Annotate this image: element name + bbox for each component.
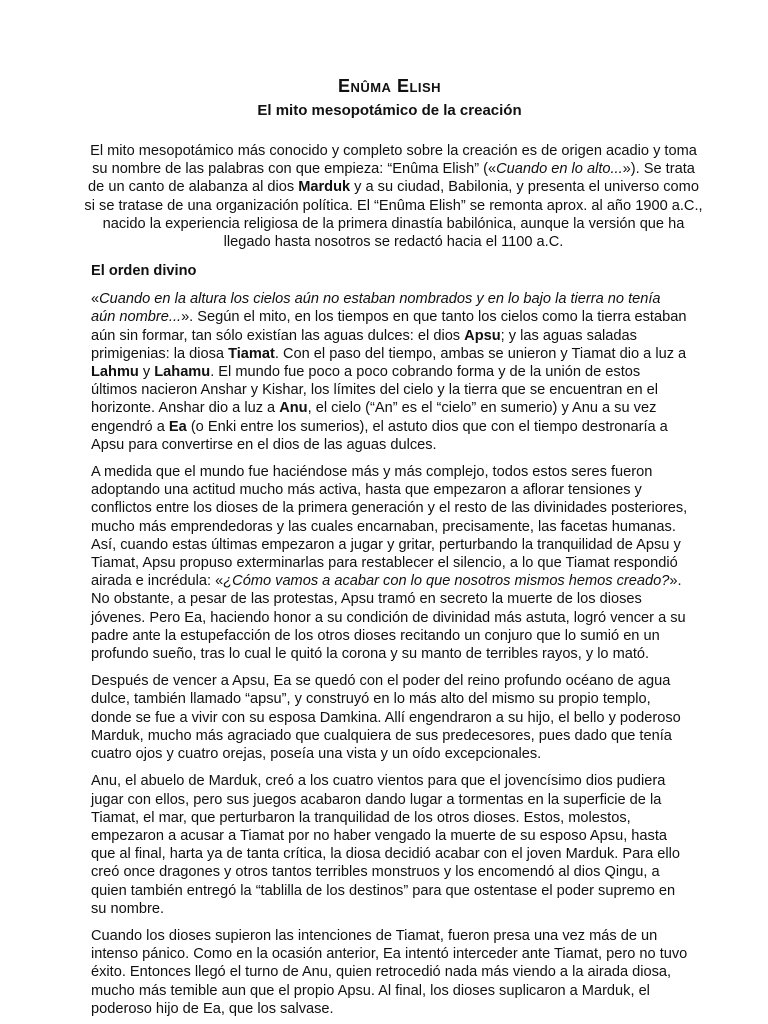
italic-run: Cuando en la altura los cielos aún no estaban nombrados y en lo bajo la tierra no tenía aún nombre... <box>91 291 661 326</box>
text-run: y <box>138 364 155 381</box>
paragraph-1 <box>91 290 688 454</box>
paragraph-4: Anu, el abuelo de Marduk, creó a los cuatro vientos para que el jovencísimo dios pudiera jugar con ellos, pero sus juegos acabaron dando lugar a tormentas en la superficie de la Tiamat, el mar, que perturbaron la tranquilidad de los otros dioses. Estos, molestos, empezaron a acusar a Tiamat por no haber vengado la muerte de su esposo Apsu, hasta que al final, harta ya de tanta crítica, la diosa decidió acabar con el joven Marduk. Para ello creó once dragones y otros tantos terribles monstruos y los encomendó al dios Qingu, a quien también entregó la “tablilla de los destinos” para que ostentase el poder supremo en su nombre. <box>91 773 680 917</box>
text-run: . Con el paso del tiempo, ambas se unieron y Tiamat dio a luz a <box>274 345 687 362</box>
paragraph-3: Después de vencer a Apsu, Ea se quedó con el poder del reino profundo océano de agua dulce, también llamado “apsu”, y construyó en lo más alto del mismo su propio templo, donde se fue a vivir con su esposa Damkina. Allí engendraron a su hijo, el bello y poderoso Marduk, mucho más agraciado que cualquiera de sus predecesores, pues dado que tenía cuatro ojos y cuatro orejas, poseía una vista y un oído excepcionales. <box>91 673 681 763</box>
document-subtitle: El mito mesopotámico de la creación <box>257 102 522 119</box>
paragraph-2 <box>91 463 688 663</box>
text-run: , el cielo (“An” es el “cielo” en sumerio) y Anu a su vez engendró a <box>91 400 657 435</box>
italic-run: Cuando en lo alto... <box>496 161 623 178</box>
text-run: »). Se trata de un canto de alabanza al dios <box>88 161 695 196</box>
italic-run: ¿Cómo vamos a acabar con lo que nosotros mismos hemos creado? <box>223 573 670 590</box>
document-title: Enûma Elish <box>337 76 442 96</box>
text-run: . El mundo fue poco a poco cobrando forma y de la unión de estos últimos nacieron Anshar y Kishar, los límites del cielo y la tierra que se encuentran en el horizonte. Anshar dio a luz a <box>91 364 659 417</box>
bold-run: Marduk <box>298 179 351 196</box>
text-run: ». Según el mito, en los tiempos en que tanto los cielos como la tierra estaban aún sin formar, tan sólo existían las aguas dulces: el dios <box>91 309 687 344</box>
bold-run: Ea <box>168 418 187 435</box>
text-run: El mito mesopotámico más conocido y completo sobre la creación es de origen acadio y toma su nombre de las palabras con que empieza: “Enûma Elish” (« <box>90 143 697 178</box>
paragraph-5: Cuando los dioses supieron las intenciones de Tiamat, fueron presa una vez más de un intenso pánico. Como en la ocasión anterior, Ea intentó interceder ante Tiamat, pero no tuvo éxito. Entonces llegó el turno de Anu, quien retrocedió nada más viendo a la airada diosa, mucho más temible aun que el propio Apsu. Al final, los dioses suplicaron a Marduk, el poderoso hijo de Ea, que los salvase. <box>91 927 688 1017</box>
bold-run: Lahmu <box>91 364 139 381</box>
section-heading: El orden divino <box>91 263 197 280</box>
text-run: ; y las aguas saladas primigenias: la diosa <box>91 327 637 362</box>
text-run: « <box>91 291 100 308</box>
bold-run: Anu <box>279 400 308 417</box>
intro-paragraph <box>83 142 704 251</box>
bold-run: Tiamat <box>228 345 275 362</box>
bold-run: Lahamu <box>154 364 211 381</box>
text-run: A medida que el mundo fue haciéndose más y más complejo, todos estos seres fueron adoptando una actitud mucho más activa, hasta que empezaron a aflorar tensiones y conflictos entre los dioses de la primera generación y el resto de las divinidades posteriores, mucho más emprendedoras y las cuales encarnaban, precisamente, las facetas humanas. Así, cuando estas últimas empezaron a jugar y gritar, perturbando la tranquilidad de Apsu y Tiamat, Apsu propuso exterminarlas para restablecer el silencio, a lo que Tiamat respondió airada e incrédula: « <box>91 464 688 590</box>
text-run: ». No obstante, a pesar de las protestas, Apsu tramó en secreto la muerte de los dioses jóvenes. Pero Ea, haciendo honor a su condición de divinidad más astuta, logró vencer a su padre ante la estupefacción de los otros dioses recitando un conjuro que lo sumió en un profundo sueño, tras lo cual le quitó la corona y su manto de terribles rayos, y lo mató. <box>91 573 686 663</box>
text-run: y a su ciudad, Babilonia, y presenta el universo como si se tratase de una organización política. El “Enûma Elish” se remonta aprox. al año 1900 a.C., nacido la experiencia religiosa de la primera dinastía babilónica, aunque la versión que ha llegado hasta nosotros se redactó hacia el 1100 a.C. <box>84 179 703 251</box>
bold-run: Apsu <box>464 327 501 344</box>
text-run: (o Enki entre los sumerios), el astuto dios que con el tiempo destronaría a Apsu para convertirse en el dios de las aguas dulces. <box>91 418 668 453</box>
